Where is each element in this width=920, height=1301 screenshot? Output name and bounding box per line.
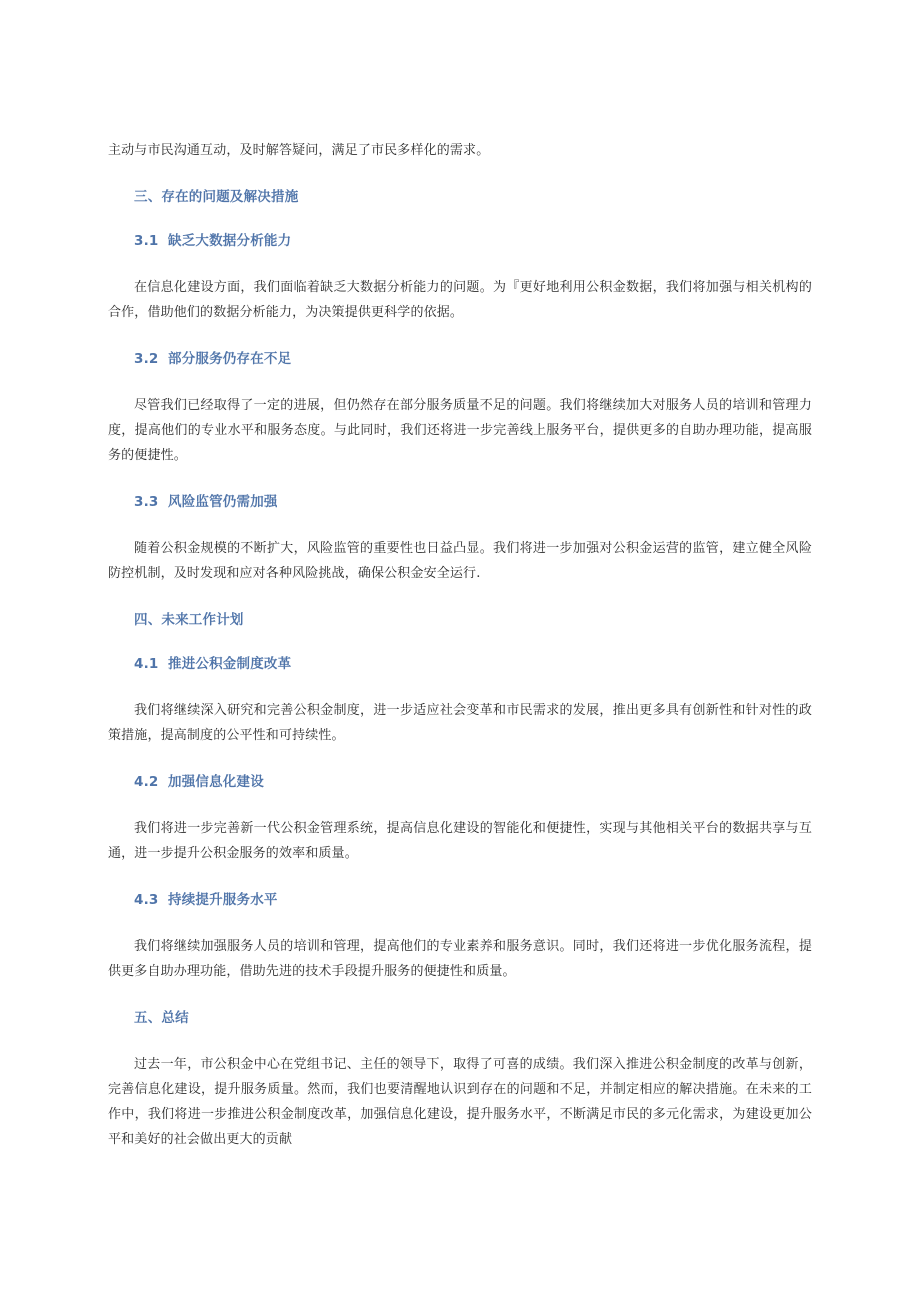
paragraph-4-1: 我们将继续深入研究和完善公积金制度，进一步适应社会变革和市民需求的发展，推出更多具有创新性和针对性的政策措施，提高制度的公平性和可持续性。 (108, 703, 812, 743)
paragraph-3-3: 随着公积金规模的不断扩大，风险监管的重要性也日益凸显。我们将进一步加强对公积金运营的监管，建立健全风险防控机制，及时发现和应对各种风险挑战，确保公积金安全运行. (108, 541, 812, 581)
heading-title: 风险监管仍需加强 (168, 494, 278, 510)
heading-section-3: 三、存在的问题及解决措施 (134, 189, 299, 205)
heading-number: 4.3 (134, 892, 159, 908)
heading-number: 3.2 (134, 351, 159, 367)
heading-4-1 (108, 654, 812, 674)
heading-4-2 (108, 772, 812, 792)
heading-section-4: 四、未来工作计划 (134, 612, 244, 628)
heading-3-1 (108, 231, 812, 251)
heading-title: 推进公积金制度改革 (168, 656, 292, 672)
heading-3-2 (108, 349, 812, 369)
paragraph-4-2: 我们将进一步完善新一代公积金管理系统，提高信息化建设的智能化和便捷性，实现与其他相关平台的数据共享与互通，进一步提升公积金服务的效率和质量。 (108, 821, 812, 861)
heading-4-3 (108, 890, 812, 910)
paragraph-3-1: 在信息化建设方面，我们面临着缺乏大数据分析能力的问题。为『更好地利用公积金数据，我们将加强与相关机构的合作，借助他们的数据分析能力，为决策提供更科学的依据。 (108, 280, 812, 320)
heading-title: 持续提升服务水平 (168, 892, 278, 908)
heading-number: 3.1 (134, 233, 159, 249)
heading-title: 加强信息化建设 (168, 774, 264, 790)
heading-3-3 (108, 492, 812, 512)
heading-title: 缺乏大数据分析能力 (168, 233, 292, 249)
paragraph-4-3: 我们将继续加强服务人员的培训和管理，提高他们的专业素养和服务意识。同时，我们还将进一步优化服务流程，提供更多自助办理功能，借助先进的技术手段提升服务的便捷性和质量。 (108, 939, 812, 979)
heading-section-5: 五、总结 (134, 1010, 189, 1026)
heading-number: 4.1 (134, 656, 159, 672)
heading-number: 4.2 (134, 774, 159, 790)
paragraph-3-2: 尽管我们已经取得了一定的进展，但仍然存在部分服务质量不足的问题。我们将继续加大对服务人员的培训和管理力度，提高他们的专业水平和服务态度。与此同时，我们还将进一步完善线上服务平台，提供更多的自助办理功能，提高服务的便捷性。 (108, 398, 812, 463)
paragraph-5: 过去一年，市公积金中心在党组书记、主任的领导下，取得了可喜的成绩。我们深入推进公积金制度的改革与创新，完善信息化建设，提升服务质量。然而，我们也要清醒地认识到存在的问题和不足，并制定相应的解决措施。在未来的工作中，我们将进一步推进公积金制度改革，加强信息化建设，提升服务水平，不断满足市民的多元化需求，为建设更加公平和美好的社会做出更大的贡献 (108, 1057, 812, 1147)
paragraph-intro: 主动与市民沟通互动，及时解答疑问，满足了市民多样化的需求。 (108, 143, 490, 158)
heading-title: 部分服务仍存在不足 (168, 351, 292, 367)
heading-number: 3.3 (134, 494, 159, 510)
